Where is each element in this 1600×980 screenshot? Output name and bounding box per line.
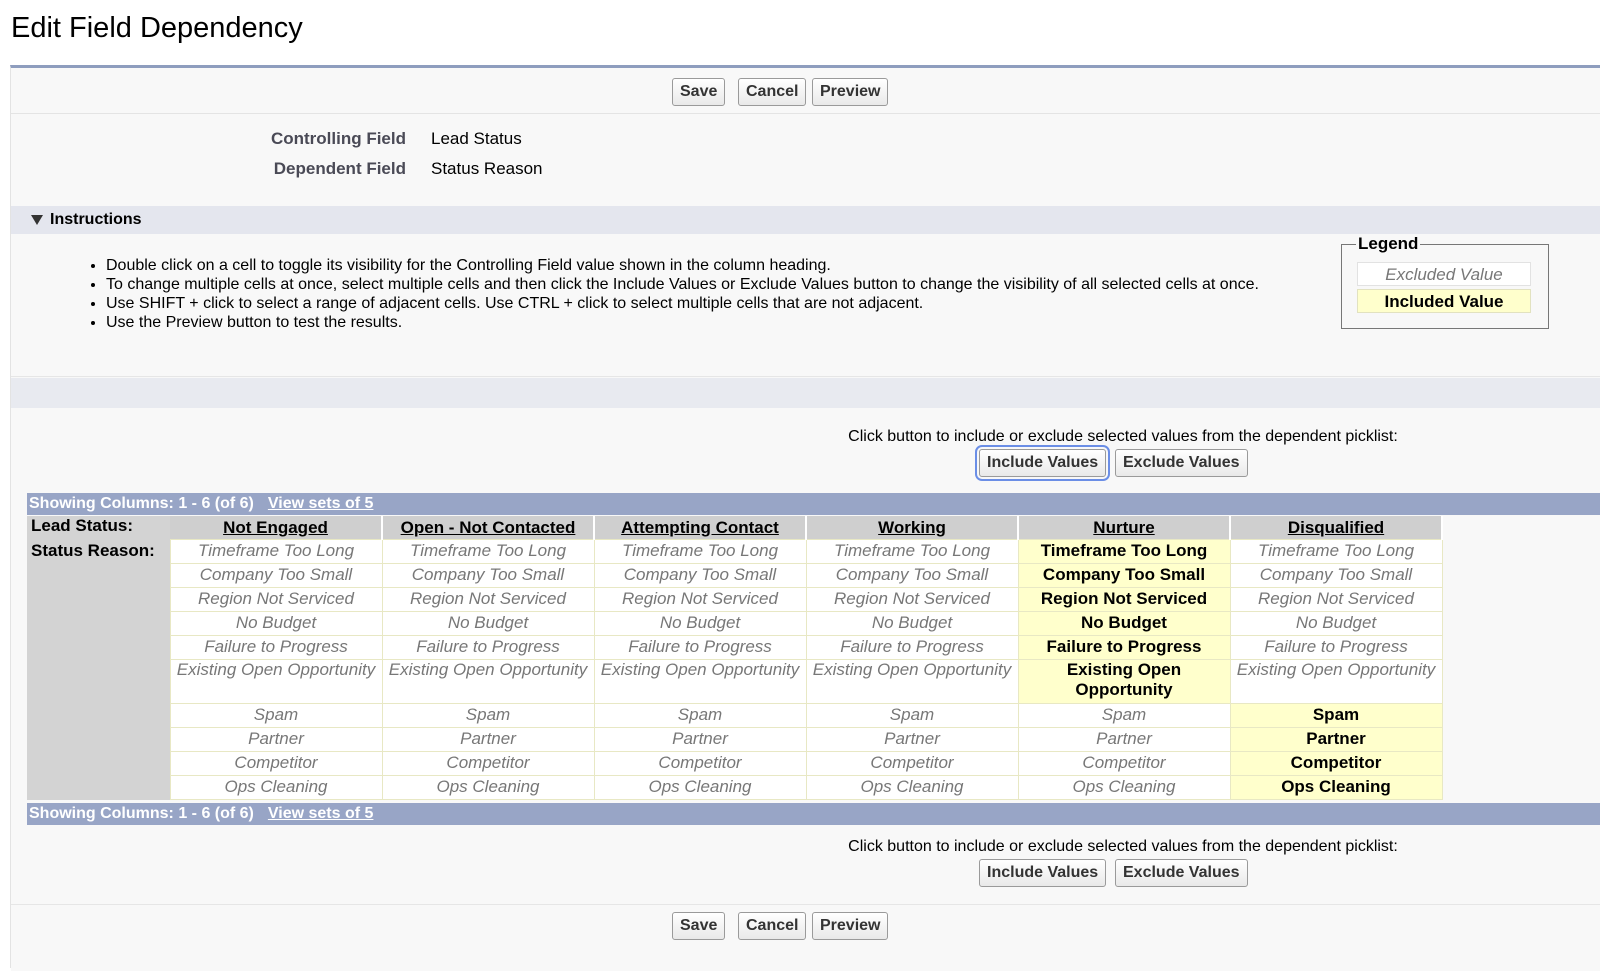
picklist-value-cell[interactable]: Company Too Small bbox=[170, 564, 382, 588]
picklist-value-cell[interactable]: Spam bbox=[170, 704, 382, 728]
cancel-button-top[interactable]: Cancel bbox=[738, 78, 806, 106]
include-values-button-top[interactable]: Include Values bbox=[979, 449, 1106, 477]
picklist-value-cell[interactable]: Region Not Serviced bbox=[1230, 588, 1442, 612]
picklist-value-cell[interactable]: Company Too Small bbox=[594, 564, 806, 588]
picklist-value-cell[interactable]: No Budget bbox=[1018, 612, 1230, 636]
picklist-value-cell[interactable]: Failure to Progress bbox=[1230, 636, 1442, 660]
picklist-value-cell[interactable]: Timeframe Too Long bbox=[806, 540, 1018, 564]
collapse-triangle-icon[interactable] bbox=[31, 215, 43, 225]
controlling-field-row-label: Lead Status: bbox=[27, 516, 170, 540]
dependent-field-row-label: Status Reason: bbox=[27, 540, 170, 800]
dependency-row bbox=[27, 776, 1442, 800]
preview-button-bottom[interactable]: Preview bbox=[812, 912, 888, 940]
picklist-value-cell[interactable]: Competitor bbox=[594, 752, 806, 776]
picklist-value-cell[interactable]: Timeframe Too Long bbox=[170, 540, 382, 564]
picklist-value-cell[interactable]: Existing Open Opportunity bbox=[170, 660, 382, 704]
picklist-value-cell[interactable]: Company Too Small bbox=[382, 564, 594, 588]
dependency-row bbox=[27, 636, 1442, 660]
picklist-value-cell[interactable]: Competitor bbox=[170, 752, 382, 776]
instructions-body bbox=[11, 234, 1600, 377]
picklist-value-cell[interactable]: Partner bbox=[1230, 728, 1442, 752]
picklist-value-cell[interactable]: Spam bbox=[1230, 704, 1442, 728]
column-not-engaged[interactable]: Not Engaged bbox=[170, 516, 382, 540]
picklist-value-cell[interactable]: Competitor bbox=[1230, 752, 1442, 776]
picklist-value-cell[interactable]: Ops Cleaning bbox=[170, 776, 382, 800]
picklist-value-cell[interactable]: Competitor bbox=[382, 752, 594, 776]
picklist-value-cell[interactable]: Ops Cleaning bbox=[806, 776, 1018, 800]
picklist-value-cell[interactable]: Company Too Small bbox=[806, 564, 1018, 588]
picklist-value-cell[interactable]: Timeframe Too Long bbox=[1018, 540, 1230, 564]
column-nurture[interactable]: Nurture bbox=[1018, 516, 1230, 540]
save-button-bottom[interactable]: Save bbox=[672, 912, 725, 940]
dependency-matrix-body bbox=[27, 540, 1442, 800]
picklist-value-cell[interactable]: Partner bbox=[382, 728, 594, 752]
dependency-grid bbox=[27, 516, 1487, 800]
dependent-field-value: Status Reason bbox=[431, 159, 543, 178]
picklist-value-cell[interactable]: Partner bbox=[1018, 728, 1230, 752]
instructions-list bbox=[66, 256, 1259, 332]
showing-columns-text: Showing Columns: 1 - 6 (of 6) bbox=[29, 495, 254, 512]
picklist-value-cell[interactable]: Spam bbox=[806, 704, 1018, 728]
picklist-value-cell[interactable]: Spam bbox=[594, 704, 806, 728]
picklist-value-cell[interactable]: Ops Cleaning bbox=[1018, 776, 1230, 800]
picklist-value-cell[interactable]: Timeframe Too Long bbox=[382, 540, 594, 564]
picklist-value-cell[interactable]: Existing Open Opportunity bbox=[382, 660, 594, 704]
picklist-value-cell[interactable]: Partner bbox=[170, 728, 382, 752]
picklist-value-cell[interactable]: Region Not Serviced bbox=[1018, 588, 1230, 612]
showing-columns-text: Showing Columns: 1 - 6 (of 6) bbox=[29, 805, 254, 822]
view-sets-link-top[interactable]: View sets of 5 bbox=[267, 495, 374, 512]
dependency-row bbox=[27, 704, 1442, 728]
legend-included-value: Included Value bbox=[1357, 289, 1531, 313]
dependency-row bbox=[27, 540, 1442, 564]
page-title: Edit Field Dependency bbox=[11, 12, 303, 44]
view-sets-link-bottom[interactable]: View sets of 5 bbox=[267, 805, 374, 822]
picklist-value-cell[interactable]: No Budget bbox=[1230, 612, 1442, 636]
picklist-value-cell[interactable]: Partner bbox=[806, 728, 1018, 752]
picklist-value-cell[interactable]: Region Not Serviced bbox=[594, 588, 806, 612]
picklist-value-cell[interactable]: Ops Cleaning bbox=[1230, 776, 1442, 800]
top-button-bar bbox=[11, 68, 1600, 114]
dependency-row bbox=[27, 564, 1442, 588]
picklist-value-cell[interactable]: No Budget bbox=[806, 612, 1018, 636]
legend bbox=[1341, 234, 1549, 329]
cancel-button-bottom[interactable]: Cancel bbox=[738, 912, 806, 940]
dependent-field-label: Dependent Field bbox=[273, 159, 406, 178]
picklist-value-cell[interactable]: Partner bbox=[594, 728, 806, 752]
picklist-value-cell[interactable]: Failure to Progress bbox=[382, 636, 594, 660]
picklist-value-cell[interactable]: Ops Cleaning bbox=[594, 776, 806, 800]
dependency-row bbox=[27, 588, 1442, 612]
controlling-field-label: Controlling Field bbox=[270, 129, 406, 148]
column-attempting-contact[interactable]: Attempting Contact bbox=[594, 516, 806, 540]
dependency-matrix bbox=[27, 516, 1443, 800]
instruction-item: • Use SHIFT + click to select a range of adjacent cells. Use CTRL + click to select multiple cells that are not adjacent. bbox=[106, 294, 1259, 313]
picklist-value-cell[interactable]: Failure to Progress bbox=[806, 636, 1018, 660]
instruction-item: • To change multiple cells at once, select multiple cells and then click the Include Values or Exclude Values button to change the visibility of all selected cells at once. bbox=[106, 275, 1259, 294]
field-info bbox=[11, 114, 1600, 204]
column-working[interactable]: Working bbox=[806, 516, 1018, 540]
instructions-section-header[interactable] bbox=[11, 206, 1600, 234]
picklist-value-cell[interactable]: Region Not Serviced bbox=[170, 588, 382, 612]
picklist-value-cell[interactable]: Failure to Progress bbox=[170, 636, 382, 660]
picklist-value-cell[interactable]: Spam bbox=[1018, 704, 1230, 728]
picklist-value-cell[interactable]: Ops Cleaning bbox=[382, 776, 594, 800]
showing-columns-bar-bottom bbox=[27, 803, 1600, 825]
instruction-item: • Use the Preview button to test the results. bbox=[106, 313, 1259, 332]
picklist-value-cell[interactable]: Existing Open Opportunity bbox=[806, 660, 1018, 704]
picklist-value-cell[interactable]: No Budget bbox=[594, 612, 806, 636]
dependency-row bbox=[27, 612, 1442, 636]
picklist-value-cell[interactable]: Existing Open Opportunity bbox=[1018, 660, 1230, 704]
picklist-value-cell[interactable]: Existing Open Opportunity bbox=[1230, 660, 1442, 704]
include-values-button-bottom[interactable]: Include Values bbox=[979, 859, 1106, 887]
picklist-value-cell[interactable]: Failure to Progress bbox=[594, 636, 806, 660]
save-button-top[interactable]: Save bbox=[672, 78, 725, 106]
legend-excluded-value: Excluded Value bbox=[1357, 262, 1531, 286]
picklist-value-cell[interactable]: No Budget bbox=[170, 612, 382, 636]
picklist-value-cell[interactable]: Region Not Serviced bbox=[806, 588, 1018, 612]
picklist-value-cell[interactable]: Existing Open Opportunity bbox=[594, 660, 806, 704]
picklist-value-cell[interactable]: Competitor bbox=[1018, 752, 1230, 776]
picklist-value-cell[interactable]: Failure to Progress bbox=[1018, 636, 1230, 660]
section-divider bbox=[11, 378, 1600, 408]
exclude-values-button-bottom[interactable]: Exclude Values bbox=[1115, 859, 1248, 887]
picklist-value-cell[interactable]: Competitor bbox=[806, 752, 1018, 776]
picklist-value-cell[interactable]: Spam bbox=[382, 704, 594, 728]
dependency-editor bbox=[10, 65, 1600, 968]
showing-columns-bar-top bbox=[27, 493, 1600, 515]
dependency-row bbox=[27, 728, 1442, 752]
controlling-header-row bbox=[27, 516, 1442, 540]
bottom-button-bar bbox=[11, 904, 1600, 971]
column-disqualified[interactable]: Disqualified bbox=[1230, 516, 1442, 540]
legend-title: Legend bbox=[1358, 234, 1419, 253]
picklist-value-cell[interactable]: No Budget bbox=[382, 612, 594, 636]
picklist-value-cell[interactable]: Timeframe Too Long bbox=[594, 540, 806, 564]
picklist-value-cell[interactable]: Company Too Small bbox=[1018, 564, 1230, 588]
action-prompt-top: Click button to include or exclude selected values from the dependent picklist: bbox=[848, 428, 1398, 445]
controlling-field-value: Lead Status bbox=[431, 129, 522, 148]
picklist-value-cell[interactable]: Timeframe Too Long bbox=[1230, 540, 1442, 564]
dependency-row bbox=[27, 752, 1442, 776]
column-open-not-contacted[interactable]: Open - Not Contacted bbox=[382, 516, 594, 540]
instructions-title: Instructions bbox=[50, 211, 142, 228]
dependency-row bbox=[27, 660, 1442, 704]
preview-button-top[interactable]: Preview bbox=[812, 78, 888, 106]
action-prompt-bottom: Click button to include or exclude selected values from the dependent picklist: bbox=[848, 838, 1398, 855]
picklist-value-cell[interactable]: Company Too Small bbox=[1230, 564, 1442, 588]
instruction-item: • Double click on a cell to toggle its visibility for the Controlling Field value shown in the column heading. bbox=[106, 256, 1259, 275]
exclude-values-button-top[interactable]: Exclude Values bbox=[1115, 449, 1248, 477]
picklist-value-cell[interactable]: Region Not Serviced bbox=[382, 588, 594, 612]
